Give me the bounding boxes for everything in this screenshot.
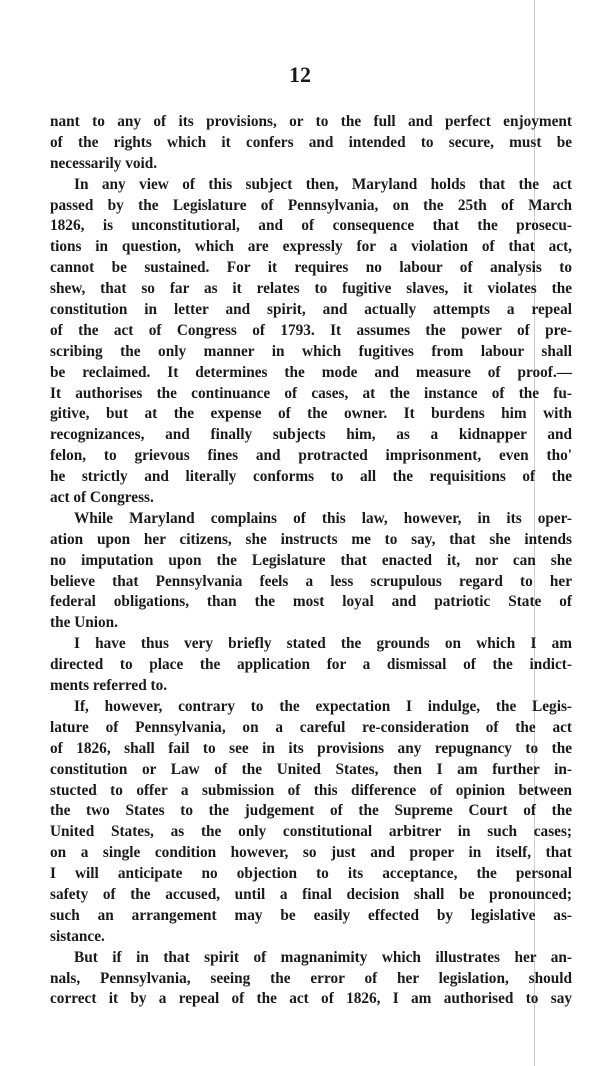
text-line: sistance. (50, 927, 105, 945)
text-line: stucted to offer a submission of this difference of opinion between (50, 781, 572, 799)
text-line: United States, as the only constitutional arbitrer in such cases; (50, 823, 572, 841)
text-line: nals, Pennsylvania, seeing the error of her legislation, should (50, 969, 572, 987)
text-line: safety of the accused, until a final decision shall be pronounced; (50, 885, 572, 903)
paragraph (50, 948, 572, 1011)
text-line: But if in that spirit of magnanimity which illustrates her an- (74, 948, 572, 966)
paragraph (50, 697, 572, 948)
text-line: lature of Pennsylvania, on a careful re-consideration of the act (50, 718, 572, 736)
text-line: ments referred to. (50, 677, 168, 695)
text-line: on a single condition however, so just and proper in itself, that (50, 844, 572, 862)
text-line: I will anticipate no objection to its acceptance, the personal (50, 865, 572, 883)
text-line: the Union. (50, 614, 118, 632)
text-line: such an arrangement may be easily effected by legislative as- (50, 906, 572, 924)
paragraph (50, 175, 572, 509)
paragraph (50, 112, 572, 175)
text-line: constitution in letter and spirit, and actually attempts a repeal (50, 301, 572, 319)
text-line: 1826, is unconstitutioral, and of consequence that the prosecu- (50, 217, 572, 235)
text-line: recognizances, and finally subjects him, as a kidnapper and (50, 426, 572, 444)
text-line: scribing the only manner in which fugitives from labour shall (50, 342, 572, 360)
text-line: correct it by a repeal of the act of 1826, I am authorised to say (50, 990, 572, 1008)
text-line: no imputation upon the Legislature that enacted it, nor can she (50, 551, 572, 569)
text-line: of the act of Congress of 1793. It assumes the power of pre- (50, 321, 572, 339)
text-line: If, however, contrary to the expectation I indulge, the Legis- (74, 697, 572, 715)
text-line: of 1826, shall fail to see in its provisions any repugnancy to the (50, 739, 572, 757)
text-line: the two States to the judgement of the Supreme Court of the (50, 802, 572, 820)
text-line: felon, to grievous fines and protracted imprisonment, even tho' (50, 447, 572, 465)
text-line: passed by the Legislature of Pennsylvania, on the 25th of March (50, 196, 572, 214)
text-line: act of Congress. (50, 489, 154, 507)
text-line: directed to place the application for a dismissal of the indict- (50, 656, 572, 674)
text-line: In any view of this subject then, Maryland holds that the act (74, 175, 572, 193)
text-line: nant to any of its provisions, or to the full and perfect enjoyment (50, 113, 572, 130)
paragraph (50, 509, 572, 634)
paragraph (50, 634, 572, 697)
text-line: cannot be sustained. For it requires no labour of analysis to (50, 259, 572, 277)
text-line: It authorises the continuance of cases, at the instance of the fu- (50, 384, 572, 402)
text-line: be reclaimed. It determines the mode and measure of proof.— (50, 363, 572, 381)
text-line: tions in question, which are expressly for a violation of that act, (50, 238, 572, 256)
text-line: gitive, but at the expense of the owner. It burdens him with (50, 405, 572, 423)
text-line: I have thus very briefly stated the grounds on which I am (74, 635, 572, 653)
page-number: 12 (289, 62, 311, 87)
text-line: he strictly and literally conforms to all the requisitions of the (50, 468, 572, 486)
text-line: federal obligations, than the most loyal and patriotic State of (50, 593, 572, 611)
body-text (50, 112, 572, 1010)
text-line: ation upon her citizens, she instructs me to say, that she intends (50, 530, 572, 548)
text-line: believe that Pennsylvania feels a less scrupulous regard to her (50, 572, 572, 590)
text-line: While Maryland complains of this law, however, in its oper- (74, 509, 572, 527)
text-line: of the rights which it confers and intended to secure, must be (50, 133, 572, 151)
text-line: constitution or Law of the United States, then I am further in- (50, 760, 572, 778)
text-line: necessarily void. (50, 154, 158, 172)
text-line: shew, that so far as it relates to fugitive slaves, it violates the (50, 280, 572, 298)
